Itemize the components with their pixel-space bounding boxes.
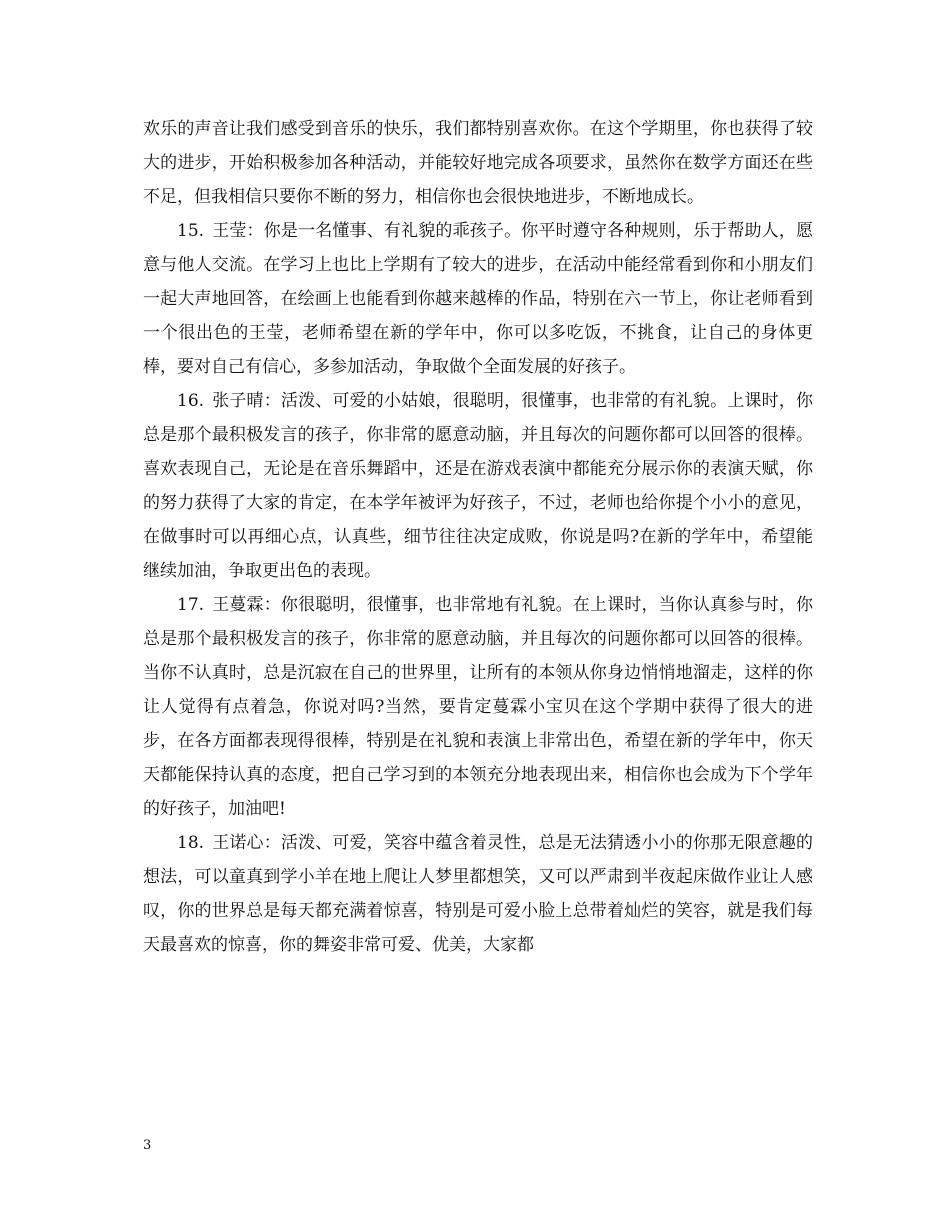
- paragraph-18: [143, 826, 813, 962]
- paragraph-number: 16.: [177, 391, 205, 411]
- paragraph-number: 17.: [177, 595, 205, 615]
- paragraph-number: 18.: [177, 833, 205, 853]
- paragraph-text: 欢乐的声音让我们感受到音乐的快乐，我们都特别喜欢你。在这个学期里，你也获得了较大的进步，开始积极参加各种活动，并能较好地完成各项要求，虽然你在数学方面还在些不足，但我相信只要你不断的努力，相信你也会很快地进步，不断地成长。: [143, 119, 813, 207]
- paragraph-text: 王蔓霖：你很聪明，很懂事，也非常地有礼貌。在上课时，当你认真参与时，你总是那个最积极发言的孩子，你非常的愿意动脑，并且每次的问题你都可以回答的很棒。当你不认真时，总是沉寂在自己的世界里，让所有的本领从你身边悄悄地溜走，这样的你让人觉得有点着急，你说对吗?当然，要肯定蔓霖小宝贝在这个学期中获得了很大的进步，在各方面都表现得很棒，特别是在礼貌和表演上非常出色，希望在新的学年中，你天天都能保持认真的态度，把自己学习到的本领充分地表现出来，相信你也会成为下个学年的好孩子，加油吧!: [143, 595, 813, 819]
- page-number: 3: [143, 1138, 152, 1153]
- paragraph-continuation: [143, 112, 813, 214]
- paragraph-16: [143, 384, 813, 588]
- paragraph-15: [143, 214, 813, 384]
- paragraph-number: 15.: [177, 221, 205, 241]
- paragraph-text: 张子晴：活泼、可爱的小姑娘，很聪明，很懂事，也非常的有礼貌。上课时，你总是那个最积极发言的孩子，你非常的愿意动脑，并且每次的问题你都可以回答的很棒。喜欢表现自己，无论是在音乐舞蹈中，还是在游戏表演中都能充分展示你的表演天赋，你的努力获得了大家的肯定，在本学年被评为好孩子，不过，老师也给你提个小小的意见，在做事时可以再细心点，认真些，细节往往决定成败，你说是吗?在新的学年中，希望能继续加油，争取更出色的表现。: [143, 391, 813, 581]
- paragraph-17: [143, 588, 813, 826]
- document-body: [143, 112, 813, 962]
- paragraph-text: 王莹：你是一名懂事、有礼貌的乖孩子。你平时遵守各种规则，乐于帮助人，愿意与他人交流。在学习上也比上学期有了较大的进步，在活动中能经常看到你和小朋友们一起大声地回答，在绘画上也能看到你越来越棒的作品，特别在六一节上，你让老师看到一个很出色的王莹，老师希望在新的学年中，你可以多吃饭，不挑食，让自己的身体更棒，要对自己有信心，多参加活动，争取做个全面发展的好孩子。: [143, 221, 813, 377]
- paragraph-text: 王诺心：活泼、可爱，笑容中蕴含着灵性，总是无法猜透小小的你那无限意趣的想法，可以童真到学小羊在地上爬让人梦里都想笑，又可以严肃到半夜起床做作业让人感叹，你的世界总是每天都充满着惊喜，特别是可爱小脸上总带着灿烂的笑容，就是我们每天最喜欢的惊喜，你的舞姿非常可爱、优美，大家都: [143, 833, 813, 955]
